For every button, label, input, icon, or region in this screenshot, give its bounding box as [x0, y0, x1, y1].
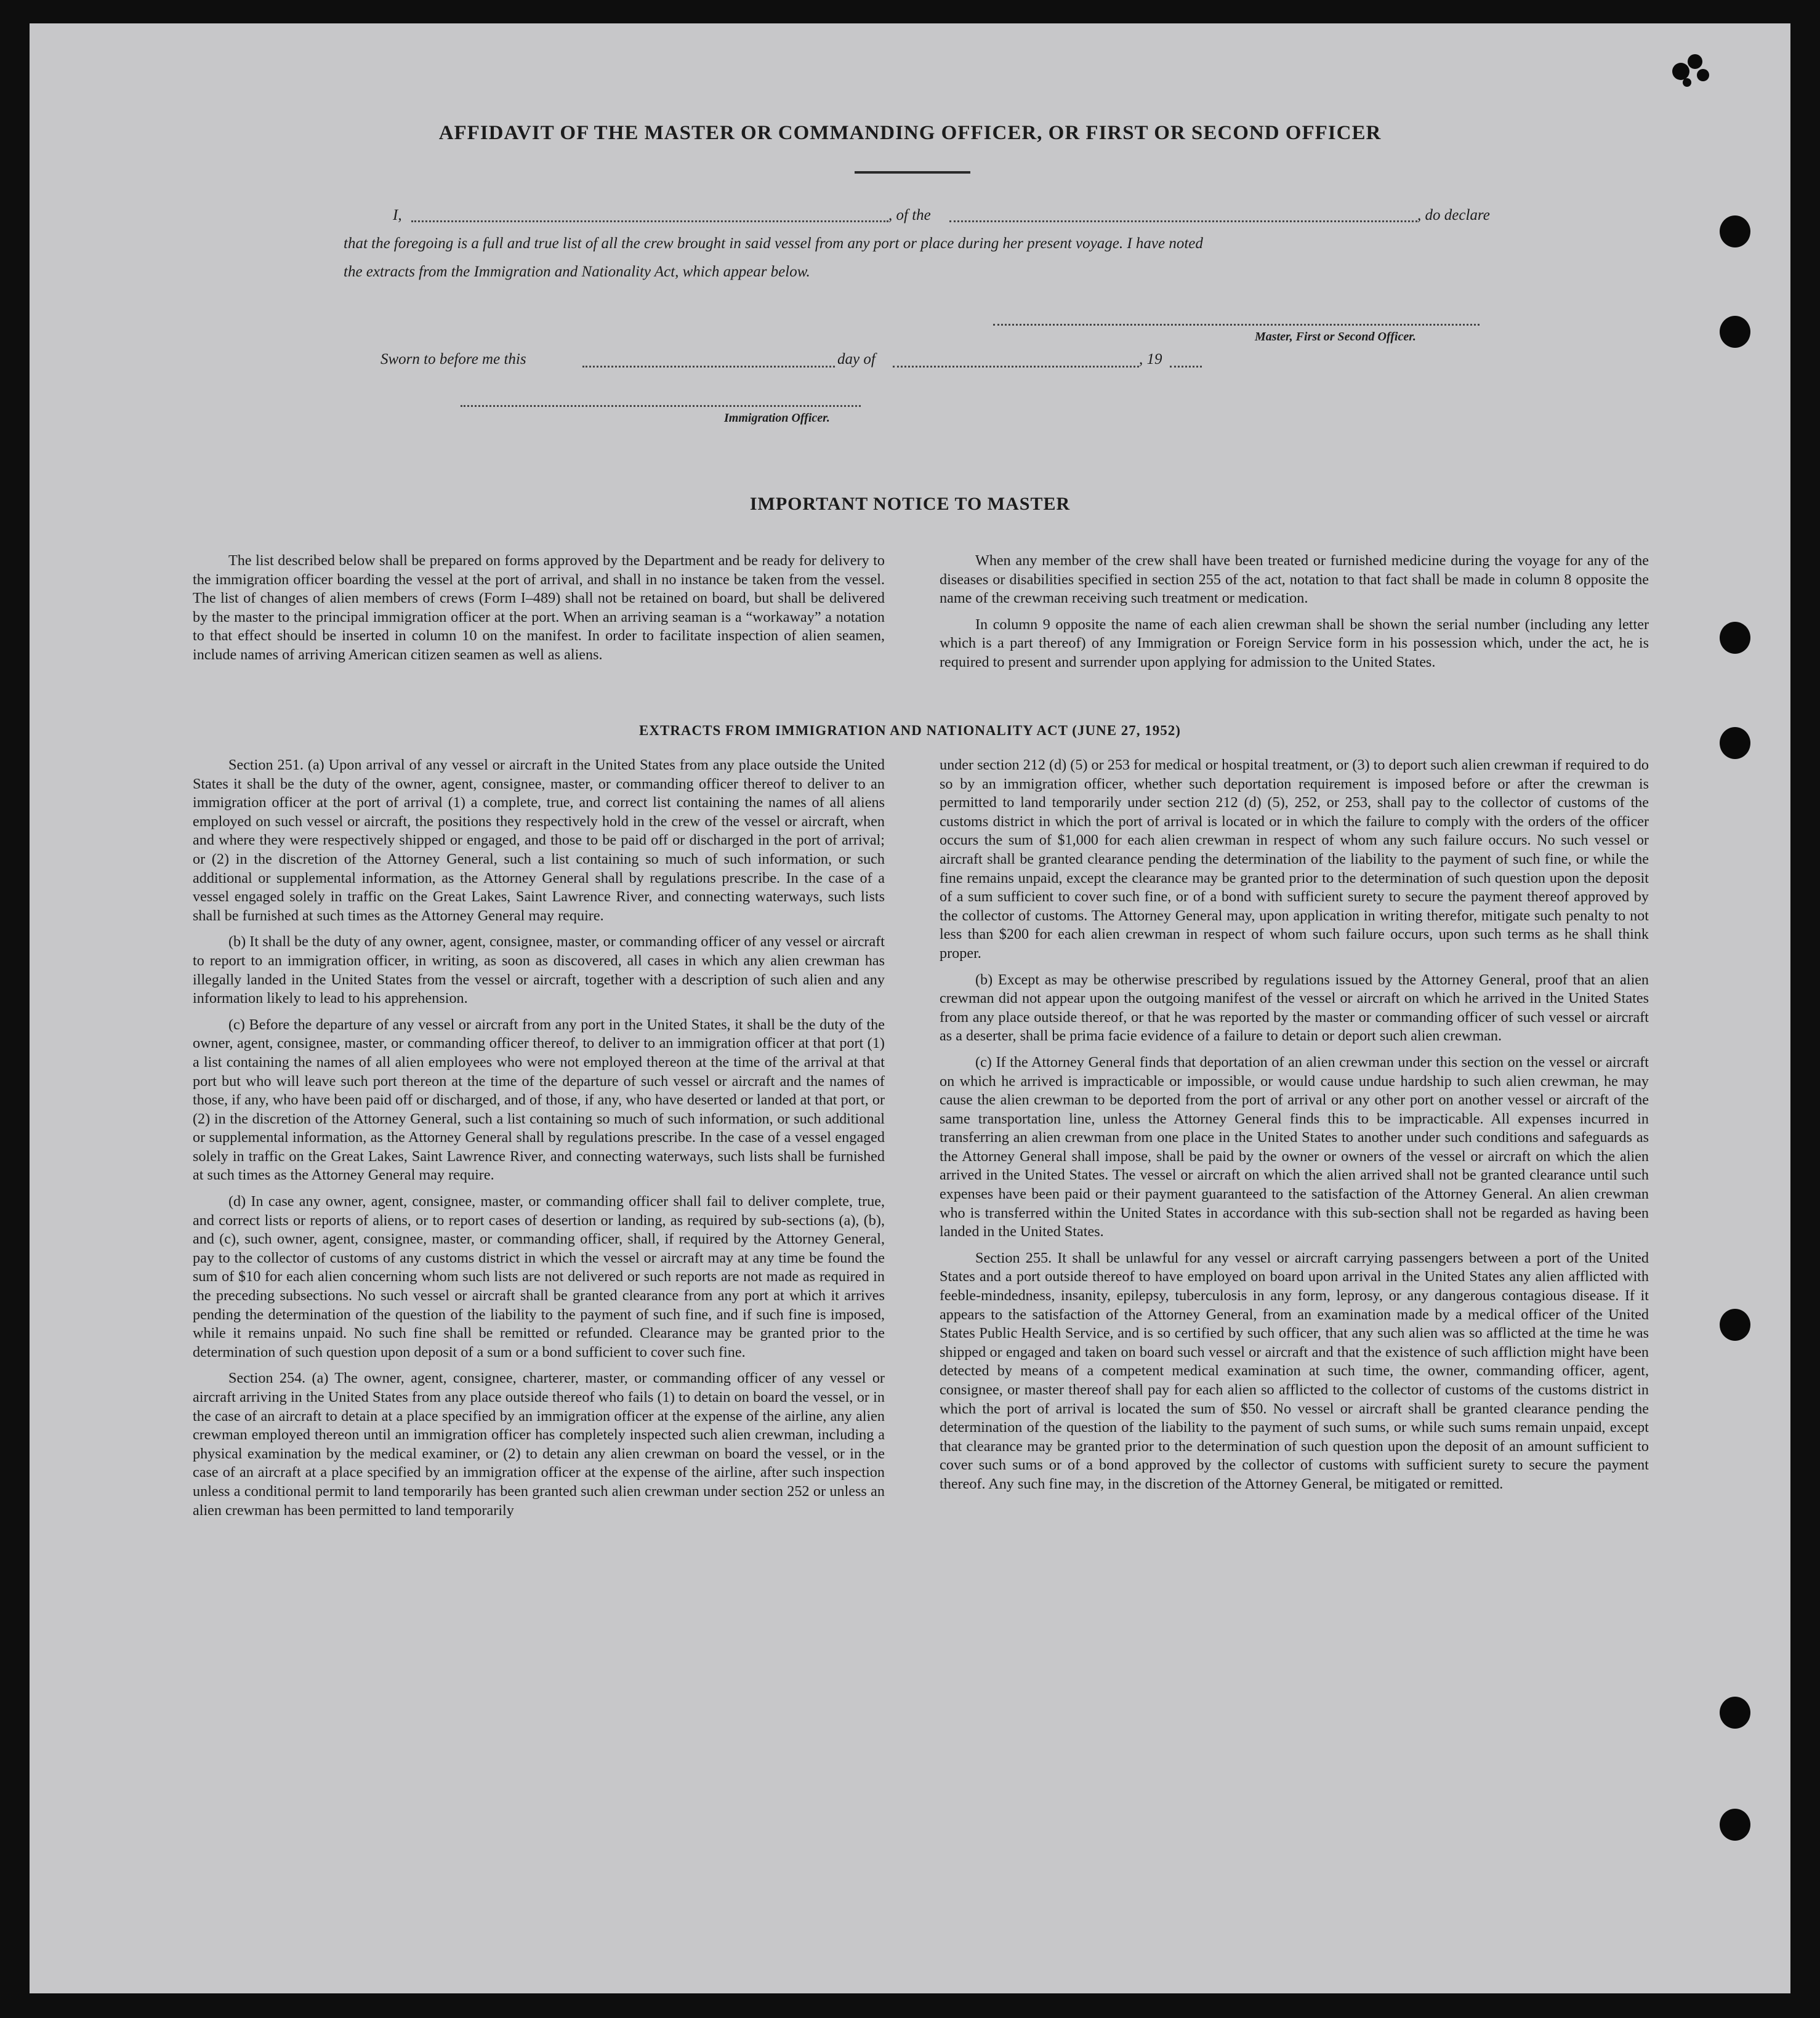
- act-paragraph: under section 212 (d) (5) or 253 for medical or hospital treatment, or (3) to deport such alien crewman if required to do so by an immigration officer, whether such deportation requirement is imposed before or after the crewman is permitted to land temporarily under section 212 (d) (5), 252, or 253, shall pay to the collector of customs of the customs district in which the port of arrival is located or in which the failure to comply with the orders of the officer occurs the sum of $1,000 for each alien crewman in respect of whom any such failure occurs. No such vessel or aircraft shall be granted clearance pending the determination of the liability to the payment of such fine, or while the fine remains unpaid, except the clearance may be granted prior to the determination of such question upon the deposit of a sum sufficient to cover such fine, or of a bond with sufficient surety to secure the payment thereof approved by the collector of customs. The Attorney General may, upon application in writing therefor, mitigate such penalty to not less than $200 for each alien crewman in respect of whom such failure occurs, upon such terms as he shall think proper.: [940, 757, 1649, 962]
- binder-hole-icon: [1720, 622, 1750, 654]
- sworn-day-field[interactable]: [582, 366, 835, 368]
- sworn-month-field[interactable]: [893, 366, 1139, 368]
- document-page: [30, 23, 1790, 1993]
- affiant-name-field[interactable]: [411, 220, 888, 222]
- extracts-left-column: [193, 756, 885, 1527]
- act-paragraph: Section 254. (a) The owner, agent, consignee, charterer, master, or commanding officer of any vessel or aircraft arriving in the United States from any place outside thereof who fails (1) to detain on board the vessel, or in the case of an aircraft to detain at a place specified by an immigration officer at the expense of the airline, any alien crewman employed thereon until an immigration officer has completely inspected such alien crewman, including a physical examination by the medical examiner, or (2) to detain any alien crewman on board the vessel, or in the case of an aircraft at a place specified by an immigration officer at the expense of the airline, after such inspection unless a conditional permit to land temporarily has been granted such alien crewman under section 252 or unless an alien crewman has been permitted to land temporarily: [193, 1370, 885, 1519]
- act-paragraph: Section 255. It shall be unlawful for any vessel or aircraft carrying passengers between a port of the United States and a port outside thereof to have employed on board upon arrival in the United States any alien afflicted with feeble-mindedness, insanity, epilepsy, tuberculosis in any form, leprosy, or any dangerous contagious disease. If it appears to the satisfaction of the Attorney General, from an examination made by a medical officer of the United States Public Health Service, and is so certified by such officer, that any such alien was so afflicted at the time he was shipped or engaged and taken on board such vessel or aircraft and that the existence of such affliction might have been detected by means of a competent medical examination at such time, the owner, commanding officer, agent, consignee, or master thereof shall pay for each alien so afflicted to the collector of customs of the customs district in which the port of arrival is located the sum of $50. No vessel or aircraft shall be granted clearance pending the determination of the question of the liability to the payment of such sums, or while such sums remain unpaid, except that clearance may be granted prior to the determination of such question upon the deposit of an amount sufficient to cover such sums or of a bond approved by the collector of customs with sufficient surety to secure the payment thereof. Any such fine may, in the discretion of the Attorney General, be mitigated or remitted.: [940, 1249, 1649, 1492]
- affidavit-i-label: I,: [393, 207, 402, 223]
- notice-right-column: [940, 552, 1649, 680]
- binder-hole-icon: [1720, 1309, 1750, 1341]
- act-paragraph: (b) Except as may be otherwise prescribed by regulations issued by the Attorney General, proof that an alien crewman did not appear upon the outgoing manifest of the vessel or aircraft on which he arrived in the United States from any place outside thereof, or that he was reported by the master or commanding officer of such vessel or aircraft as a deserter, shall be prima facie evidence of a failure to detain or deport such alien crewman.: [940, 971, 1649, 1045]
- master-signature-label: Master, First or Second Officer.: [1255, 330, 1416, 344]
- affidavit-title: AFFIDAVIT OF THE MASTER OR COMMANDING OFFICER, OR FIRST OR SECOND OFFICER: [438, 122, 1382, 144]
- vessel-name-field[interactable]: [949, 220, 1417, 222]
- binder-hole-icon: [1720, 316, 1750, 348]
- master-signature-field[interactable]: [993, 324, 1480, 326]
- sworn-day-of-label: day of: [837, 351, 876, 368]
- notice-left-column: [193, 552, 885, 672]
- sworn-year-field[interactable]: [1170, 366, 1202, 368]
- act-paragraph: (c) If the Attorney General finds that deportation of an alien crewman under this section on the vessel or aircraft on which he arrived is impracticable or impossible, or would cause undue hardship to such alien crewman, he may cause the alien crewman to be deported from the port of arrival or any other port on another vessel or aircraft of the same transportation line, unless the Attorney General finds this to be impracticable. All expenses incurred in transferring an alien crewman from one place in the United States to another under such conditions and safeguards as the Attorney General shall impose, shall be paid by the owner or owners of the vessel or aircraft on which the alien arrived in the United States. The vessel or aircraft on which the alien arrived shall not be granted clearance until such expenses have been paid or their payment guaranteed to the satisfaction of the Attorney General. An alien crewman who is transferred within the United States in accordance with this sub-section shall not be regarded as having been landed in the United States.: [940, 1053, 1649, 1240]
- affidavit-statement-line: that the foregoing is a full and true list of all the crew brought in said vessel from any port or place during her present voyage. I have noted: [344, 235, 1203, 252]
- immigration-officer-signature-field[interactable]: [461, 405, 861, 407]
- affidavit-declare-label: , do declare: [1417, 207, 1490, 223]
- affidavit-of-the-label: , of the: [888, 207, 931, 223]
- act-paragraph: (b) It shall be the duty of any owner, agent, consignee, master, or commanding officer of any vessel or aircraft to report to an immigration officer, in writing, as soon as discovered, all cases in which any alien crewman has illegally landed in the United States from the vessel or aircraft, together with a description of such alien and any information likely to lead to his apprehension.: [193, 933, 885, 1007]
- binder-hole-icon: [1720, 215, 1750, 247]
- immigration-officer-label: Immigration Officer.: [724, 411, 830, 425]
- affidavit-statement-line: the extracts from the Immigration and Nationality Act, which appear below.: [344, 263, 810, 280]
- sworn-year-label: , 19: [1139, 351, 1162, 368]
- notice-paragraph: When any member of the crew shall have been treated or furnished medicine during the voyage for any of the diseases or disabilities specified in section 255 of the act, notation to that fact shall be made in column 8 opposite the name of the crewman receiving such treatment or medication.: [940, 552, 1649, 607]
- notice-paragraph: The list described below shall be prepared on forms approved by the Department and be ready for delivery to the immigration officer boarding the vessel at the port of arrival, and shall in no instance be taken from the vessel. The list of changes of alien members of crews (Form I–489) shall not be retained on board, but shall be delivered by the master to the principal immigration officer at the port. When an arriving seaman is a “workaway” a notation to that effect should be inserted in column 10 on the manifest. In order to facilitate inspection of alien seamen, include names of arriving American citizen seamen as well as aliens.: [193, 552, 885, 663]
- notice-paragraph: In column 9 opposite the name of each alien crewman shall be shown the serial number (including any letter which is a part thereof) of any Immigration or Foreign Service form in his possession which, under the act, he is required to present and surrender upon applying for admission to the United States.: [940, 616, 1649, 670]
- act-paragraph: (c) Before the departure of any vessel or aircraft from any port in the United States, it shall be the duty of the owner, agent, consignee, master, or commanding officer thereof, to deliver to an immigration officer at that port (1) a list containing the names of all alien employees who were not employed thereon at the time of the arrival at that port but who will leave such port thereon at the time of the departure of such vessel or aircraft and the names of those, if any, who have been paid off or discharged, and of those, if any, who have deserted or landed at that port, or (2) in the discretion of the Attorney General, such a list containing so much of such information, or such additional or supplemental information, as the Attorney General shall by regulations prescribe. In the case of a vessel engaged solely in traffic on the Great Lakes, Saint Lawrence River, and connecting waterways, such lists shall be furnished at such times as the Attorney General may require.: [193, 1016, 885, 1184]
- act-paragraph: Section 251. (a) Upon arrival of any vessel or aircraft in the United States from any place outside the United States it shall be the duty of the owner, agent, consignee, master, or commanding officer thereof to deliver to an immigration officer at the port of arrival (1) a complete, true, and correct list containing the names of all aliens employed on such vessel or aircraft, the positions they respectively hold in the crew of the vessel or aircraft, when and where they were respectively shipped or engaged, and those to be paid off or discharged in the port of arrival; or (2) in the discretion of the Attorney General, such a list containing so much of such information, or such additional or supplemental information, as the Attorney General shall by regulations prescribe. In the case of a vessel engaged solely in traffic on the Great Lakes, Saint Lawrence River, and connecting waterways, such lists shall be furnished at such times as the Attorney General may require.: [193, 757, 885, 924]
- binder-hole-icon: [1720, 1809, 1750, 1841]
- extracts-title: EXTRACTS FROM IMMIGRATION AND NATIONALITY ACT (JUNE 27, 1952): [639, 723, 1181, 738]
- notice-title: IMPORTANT NOTICE TO MASTER: [749, 494, 1071, 514]
- sworn-label: Sworn to before me this: [381, 351, 526, 368]
- binder-hole-icon: [1720, 1697, 1750, 1729]
- extracts-right-column: [940, 756, 1649, 1501]
- title-divider: [855, 171, 970, 174]
- ink-blot-icon: [1667, 48, 1717, 91]
- act-paragraph: (d) In case any owner, agent, consignee, master, or commanding officer shall fail to deliver complete, true, and correct lists or reports of aliens, or to report cases of desertion or landing, as required by sub-sections (a), (b), and (c), such owner, agent, consignee, master, or commanding officer, shall, if required by the Attorney General, pay to the collector of customs of any customs district in which the vessel or aircraft may at any time be found the sum of $10 for each alien concerning whom such lists are not delivered or such reports are not made as required in the preceding subsections. No such vessel or aircraft shall be granted clearance from any port at which it arrives pending the determination of the question of the liability to the payment of such fine, and if such fine is imposed, while it remains unpaid. No such fine shall be remitted or refunded. Clearance may be granted prior to the determination of such question upon deposit of a sum or a bond sufficient to cover such fine.: [193, 1193, 885, 1361]
